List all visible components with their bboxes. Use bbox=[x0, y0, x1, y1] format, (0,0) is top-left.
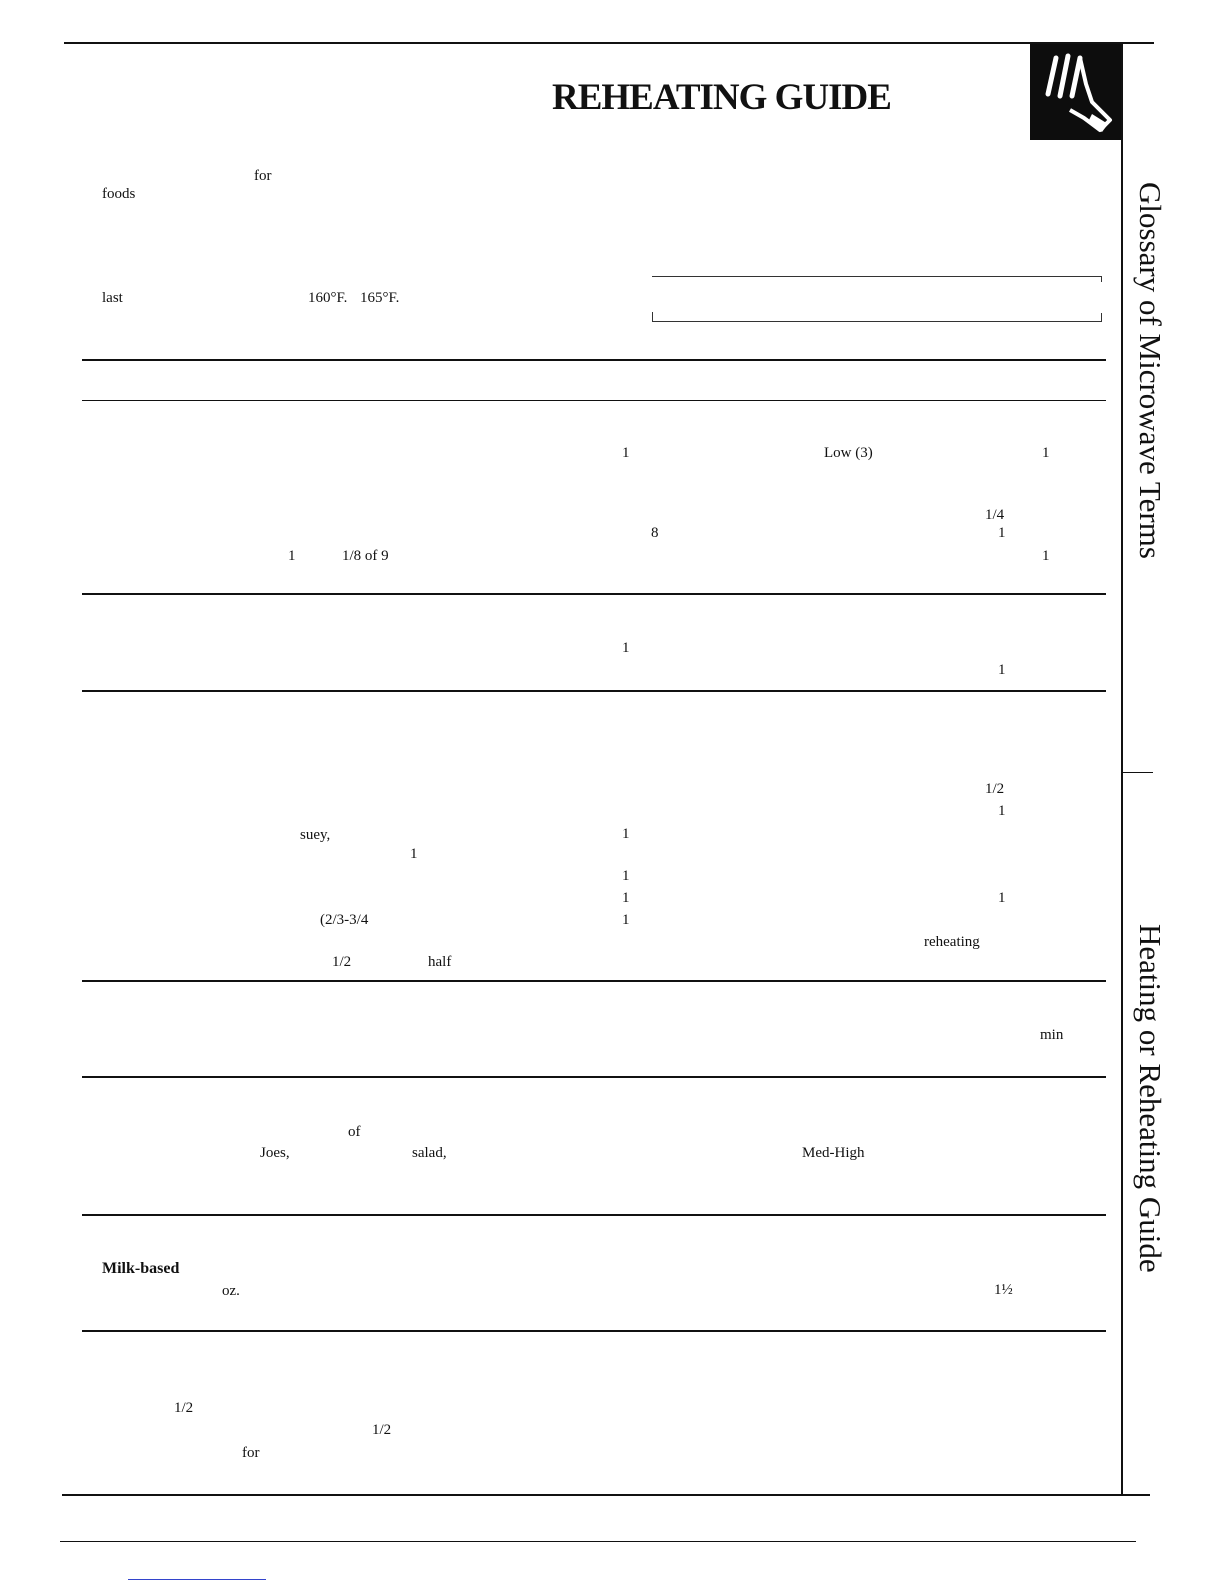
footer-rule bbox=[60, 1541, 1136, 1542]
row-divider-4 bbox=[82, 1076, 1106, 1078]
row-divider-6 bbox=[82, 1330, 1106, 1332]
table-cell: of bbox=[348, 1124, 361, 1140]
table-cell: 1 bbox=[998, 525, 1006, 541]
top-rule bbox=[64, 42, 1154, 44]
table-cell: 1 bbox=[998, 662, 1006, 678]
note-box-right bbox=[1101, 276, 1102, 282]
table-cell: 1 bbox=[622, 890, 630, 906]
sidebar-border bbox=[1121, 44, 1123, 1494]
table-cell: 1 bbox=[622, 826, 630, 842]
intro-foods: foods bbox=[102, 186, 136, 202]
hand-pointing-icon bbox=[1030, 44, 1122, 140]
table-cell: 1/2 bbox=[174, 1400, 194, 1416]
table-cell: 1/2 bbox=[372, 1422, 392, 1438]
table-cell: 1 bbox=[410, 846, 418, 862]
table-cell: suey, bbox=[300, 827, 331, 843]
table-cell: 1 bbox=[998, 803, 1006, 819]
table-cell: Med-High bbox=[802, 1145, 865, 1161]
note-box-bottom bbox=[652, 321, 1102, 322]
side-tab-reheating[interactable] bbox=[1132, 924, 1168, 1273]
table-cell: (2/3-3/4 bbox=[320, 912, 369, 928]
note-box-top bbox=[652, 276, 1102, 277]
table-cell: 1 bbox=[998, 890, 1006, 906]
side-tab-reheating-label: Heating or Reheating Guide bbox=[1133, 924, 1168, 1273]
table-cell: 1 bbox=[622, 912, 630, 928]
table-cell: 1/4 bbox=[985, 507, 1005, 523]
table-cell: 1 bbox=[622, 445, 630, 461]
table-header-bottom bbox=[82, 400, 1106, 401]
side-tab-glossary[interactable] bbox=[1132, 182, 1168, 559]
table-cell: 1 bbox=[1042, 445, 1050, 461]
row-divider-2 bbox=[82, 690, 1106, 692]
footer-link[interactable] bbox=[128, 1579, 266, 1580]
row-divider-3 bbox=[82, 980, 1106, 982]
table-cell: for bbox=[242, 1445, 260, 1461]
note-box-right-low bbox=[1101, 313, 1102, 322]
table-cell: 1/2 bbox=[985, 781, 1005, 797]
table-cell: Low (3) bbox=[824, 445, 873, 461]
row-divider-1 bbox=[82, 593, 1106, 595]
intro-temp-165: 165°F. bbox=[360, 290, 400, 306]
row-divider-5 bbox=[82, 1214, 1106, 1216]
page-title: REHEATING GUIDE bbox=[552, 77, 891, 118]
intro-last: last bbox=[102, 290, 123, 306]
table-cell: 1/2 bbox=[332, 954, 352, 970]
row-label-milk-based: Milk-based bbox=[102, 1260, 180, 1277]
intro-for: for bbox=[254, 168, 272, 184]
table-cell: oz. bbox=[222, 1283, 240, 1299]
intro-temp-160: 160°F. bbox=[308, 290, 348, 306]
table-cell: half bbox=[428, 954, 452, 970]
table-cell: salad, bbox=[412, 1145, 447, 1161]
table-cell: 1 bbox=[622, 868, 630, 884]
table-cell: 1 bbox=[1042, 548, 1050, 564]
table-cell: 1/8 of 9 bbox=[342, 548, 389, 564]
table-cell: 1½ bbox=[994, 1282, 1013, 1298]
table-cell: 8 bbox=[651, 525, 659, 541]
table-cell: reheating bbox=[924, 934, 980, 950]
table-cell: 1 bbox=[622, 640, 630, 656]
side-tab-glossary-label: Glossary of Microwave Terms bbox=[1133, 182, 1168, 559]
bottom-rule bbox=[62, 1494, 1150, 1496]
note-box-left bbox=[652, 312, 653, 322]
table-cell: min bbox=[1040, 1027, 1064, 1043]
table-cell: Joes, bbox=[260, 1145, 290, 1161]
table-cell: 1 bbox=[288, 548, 296, 564]
sidebar-divider bbox=[1123, 772, 1153, 773]
table-header-top bbox=[82, 359, 1106, 361]
